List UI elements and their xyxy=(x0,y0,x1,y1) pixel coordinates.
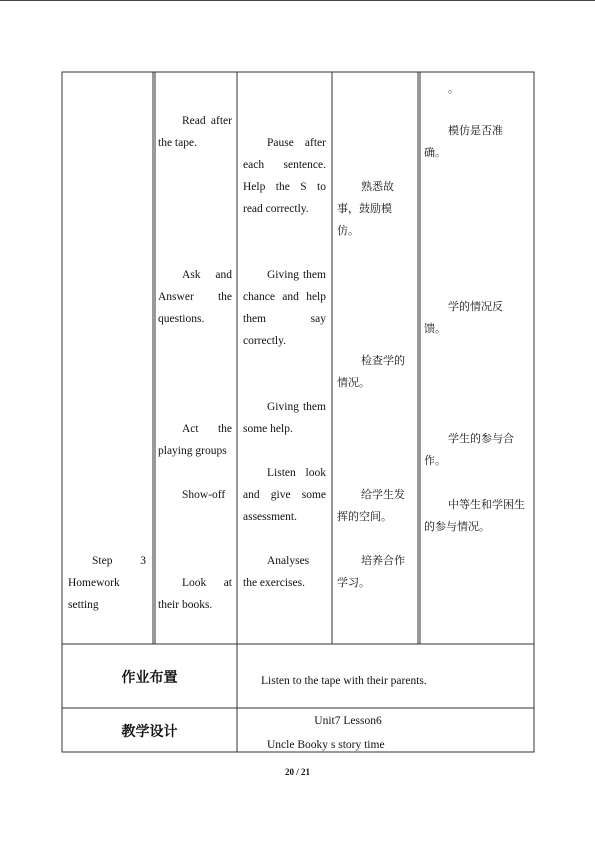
ask-and-answer: Ask and Answer the questions. xyxy=(158,269,232,325)
trailing-period: 。 xyxy=(448,82,459,95)
design-unit: Unit7 Lesson6 xyxy=(314,715,382,727)
design-story-title: Uncle Booky s story time xyxy=(267,739,385,751)
step3-homework-setting: Step 3 Homework setting xyxy=(68,555,146,611)
analyses-exercises: Analyses the exercises. xyxy=(243,555,310,589)
act-playing-groups: Act the playing groups xyxy=(158,423,232,457)
familiar-story: 熟悉故事，鼓励模仿。 xyxy=(337,180,394,237)
design-label: 教学设计 xyxy=(121,724,178,740)
student-space: 给学生发挥的空间。 xyxy=(337,488,405,523)
learning-feedback: 学的情况反馈。 xyxy=(424,300,503,335)
read-after-tape: Read after the tape. xyxy=(158,115,232,149)
giving-chance: Giving them chance and help them say correctly. xyxy=(243,269,326,347)
imitation-accuracy: 模仿是否准确。 xyxy=(424,124,503,159)
student-participation: 学生的参与合作。 xyxy=(424,432,514,467)
cooperation: 培养合作学习。 xyxy=(337,554,405,589)
show-off: Show-off xyxy=(182,489,226,501)
look-at-books: Look at their books. xyxy=(158,577,232,611)
homework-text: Listen to the tape with their parents. xyxy=(261,675,427,687)
giving-help: Giving them some help. xyxy=(243,401,326,435)
check-learning: 检查学的情况。 xyxy=(337,354,405,389)
pause-after-sentence: Pause after each sentence. Help the S to read correctly. xyxy=(243,137,326,215)
middle-student-participation: 中等生和学困生的参与情况。 xyxy=(424,498,525,533)
homework-label: 作业布置 xyxy=(121,670,178,686)
listen-assessment: Listen look and give some assessment. xyxy=(243,467,326,523)
page-number: 20 / 21 xyxy=(284,767,310,777)
